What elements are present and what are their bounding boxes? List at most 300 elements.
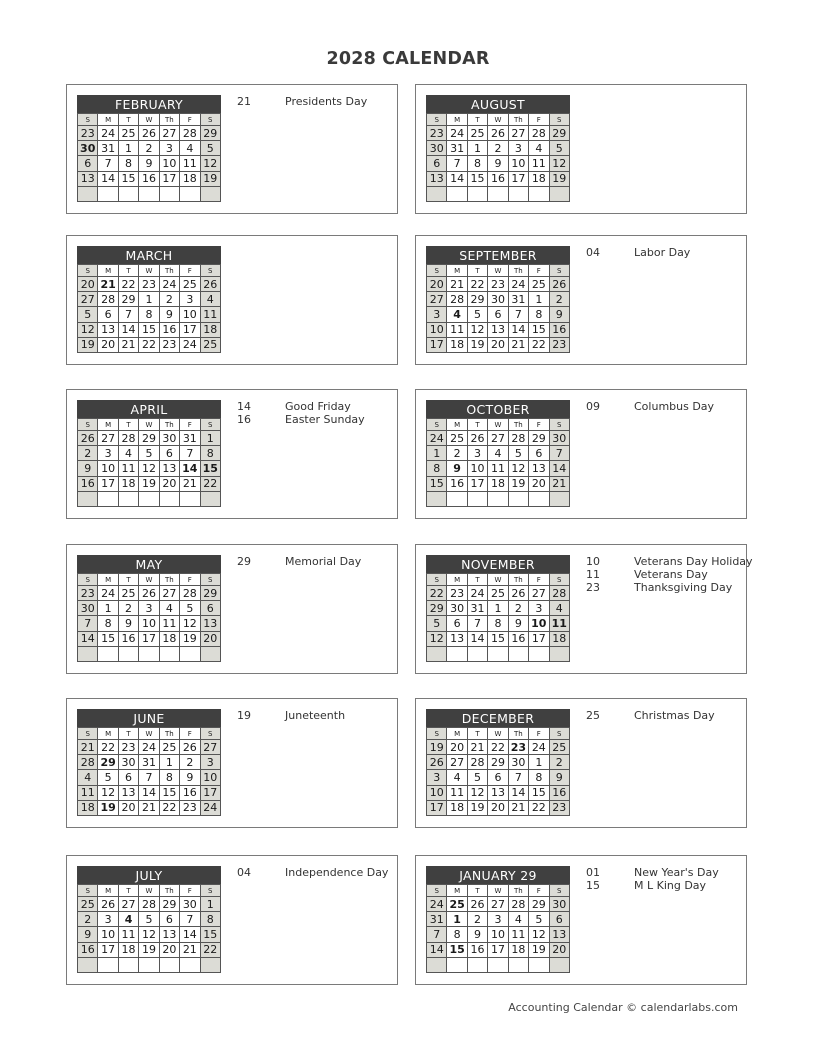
day-cell [529, 491, 549, 506]
day-cell [180, 957, 200, 972]
day-cell: 8 [139, 307, 159, 322]
weekday-label: M [447, 728, 467, 740]
month-name: APRIL [77, 400, 221, 418]
day-cell: 3 [427, 307, 447, 322]
day-cell [159, 491, 179, 506]
day-cell: 15 [139, 322, 159, 337]
day-cell: 25 [200, 337, 220, 352]
day-cell: 4 [118, 912, 138, 927]
day-cell: 20 [427, 277, 447, 292]
day-cell: 20 [488, 800, 508, 815]
day-cell: 12 [139, 927, 159, 942]
day-cell: 6 [118, 770, 138, 785]
day-cell: 8 [118, 156, 138, 171]
holiday-date: 25 [586, 709, 600, 722]
weekday-label: S [549, 419, 569, 431]
day-cell: 12 [98, 785, 118, 800]
day-cell: 16 [78, 476, 98, 491]
day-cell: 3 [467, 446, 487, 461]
day-cell: 14 [98, 171, 118, 186]
weekday-label: F [180, 885, 200, 897]
day-cell: 26 [467, 431, 487, 446]
holiday-name: M L King Day [634, 879, 707, 892]
day-cell: 27 [529, 586, 549, 601]
weekday-label: T [467, 885, 487, 897]
weekday-label: W [488, 574, 508, 586]
holiday-date: 23 [586, 581, 600, 594]
holiday-list [237, 95, 395, 108]
day-cell: 2 [508, 601, 528, 616]
month-panel [66, 698, 398, 828]
day-cell: 24 [427, 431, 447, 446]
day-cell: 3 [488, 912, 508, 927]
day-cell: 19 [529, 942, 549, 957]
day-cell [200, 957, 220, 972]
day-cell: 20 [159, 476, 179, 491]
day-cell: 2 [180, 755, 200, 770]
day-cell: 4 [508, 912, 528, 927]
day-cell: 23 [447, 586, 467, 601]
day-cell: 12 [467, 785, 487, 800]
weekday-label: S [200, 574, 220, 586]
day-cell: 17 [180, 322, 200, 337]
weekday-label: W [139, 885, 159, 897]
holiday-list [586, 246, 744, 259]
day-cell: 19 [508, 476, 528, 491]
day-cell: 28 [447, 292, 467, 307]
day-cell [180, 646, 200, 661]
weekday-label: S [78, 419, 98, 431]
mini-calendar [77, 555, 221, 662]
day-cell: 4 [159, 601, 179, 616]
day-cell [159, 186, 179, 201]
day-cell: 10 [139, 616, 159, 631]
day-cell: 20 [159, 942, 179, 957]
day-cell: 30 [159, 431, 179, 446]
weekday-label: F [529, 419, 549, 431]
day-cell [529, 957, 549, 972]
day-cell: 25 [180, 277, 200, 292]
day-cell: 4 [549, 601, 569, 616]
day-cell: 6 [159, 912, 179, 927]
day-cell: 23 [139, 277, 159, 292]
day-cell: 25 [529, 277, 549, 292]
weekday-label: S [427, 728, 447, 740]
day-cell [427, 186, 447, 201]
day-cell: 6 [98, 307, 118, 322]
day-cell: 19 [427, 740, 447, 755]
day-cell: 4 [488, 446, 508, 461]
day-cell [98, 186, 118, 201]
day-cell: 2 [78, 446, 98, 461]
weekday-label: F [180, 728, 200, 740]
day-grid [426, 884, 570, 973]
day-cell [139, 957, 159, 972]
day-cell: 24 [427, 897, 447, 912]
day-cell: 18 [118, 942, 138, 957]
day-grid [426, 264, 570, 353]
day-cell: 23 [427, 126, 447, 141]
holiday-list [586, 555, 753, 594]
day-cell: 15 [200, 461, 220, 476]
day-cell: 6 [549, 912, 569, 927]
day-cell: 17 [427, 337, 447, 352]
weekday-label: Th [508, 265, 528, 277]
day-cell: 20 [549, 942, 569, 957]
weekday-label: S [427, 114, 447, 126]
weekday-label: S [427, 419, 447, 431]
weekday-label: Th [159, 574, 179, 586]
day-cell: 20 [488, 337, 508, 352]
weekday-label: M [447, 419, 467, 431]
day-cell: 1 [200, 431, 220, 446]
day-cell: 11 [447, 785, 467, 800]
day-cell: 30 [549, 431, 569, 446]
day-cell: 14 [467, 631, 487, 646]
holiday-list [237, 400, 395, 426]
holiday-date: 19 [237, 709, 251, 722]
day-cell: 28 [529, 126, 549, 141]
day-cell: 14 [447, 171, 467, 186]
holiday-item [586, 709, 744, 722]
day-cell: 10 [467, 461, 487, 476]
day-cell: 26 [467, 897, 487, 912]
holiday-list [237, 555, 395, 568]
day-cell: 13 [118, 785, 138, 800]
weekday-label: Th [508, 885, 528, 897]
day-cell: 24 [529, 740, 549, 755]
weekday-label: M [98, 114, 118, 126]
day-cell: 7 [467, 616, 487, 631]
month-name: MAY [77, 555, 221, 573]
day-cell: 15 [529, 322, 549, 337]
day-cell: 12 [200, 156, 220, 171]
holiday-list [586, 866, 744, 892]
day-cell [488, 491, 508, 506]
day-cell: 26 [508, 586, 528, 601]
day-cell: 14 [78, 631, 98, 646]
day-cell: 9 [467, 927, 487, 942]
day-cell: 28 [508, 897, 528, 912]
day-cell: 9 [118, 616, 138, 631]
day-cell: 4 [447, 770, 467, 785]
day-cell: 16 [488, 171, 508, 186]
day-cell: 5 [98, 770, 118, 785]
day-cell: 28 [180, 126, 200, 141]
day-cell: 19 [467, 337, 487, 352]
weekday-label: F [529, 574, 549, 586]
day-cell: 9 [549, 770, 569, 785]
day-cell: 5 [467, 307, 487, 322]
day-cell: 30 [488, 292, 508, 307]
day-cell: 5 [180, 601, 200, 616]
day-cell: 4 [118, 446, 138, 461]
day-cell [139, 646, 159, 661]
day-cell: 18 [200, 322, 220, 337]
mini-calendar [77, 709, 221, 816]
day-cell: 25 [467, 126, 487, 141]
day-cell: 27 [427, 292, 447, 307]
mini-calendar [77, 866, 221, 973]
holiday-date: 15 [586, 879, 600, 892]
day-cell: 10 [159, 156, 179, 171]
day-cell: 14 [118, 322, 138, 337]
day-cell: 8 [427, 461, 447, 476]
mini-calendar [426, 709, 570, 816]
day-grid [77, 573, 221, 662]
day-cell: 28 [467, 755, 487, 770]
day-cell: 25 [447, 431, 467, 446]
day-cell: 23 [78, 586, 98, 601]
day-cell: 23 [549, 337, 569, 352]
day-cell [488, 186, 508, 201]
day-cell: 19 [200, 171, 220, 186]
holiday-item [237, 866, 395, 879]
weekday-label: F [180, 419, 200, 431]
weekday-label: S [200, 885, 220, 897]
day-cell: 29 [200, 586, 220, 601]
day-cell: 21 [447, 277, 467, 292]
month-panel [66, 855, 398, 985]
day-cell: 9 [139, 156, 159, 171]
day-cell: 22 [118, 277, 138, 292]
day-cell: 1 [529, 755, 549, 770]
day-cell: 24 [200, 800, 220, 815]
day-cell: 13 [159, 461, 179, 476]
weekday-label: W [139, 419, 159, 431]
holiday-name: Juneteenth [285, 709, 346, 722]
day-cell: 21 [180, 476, 200, 491]
month-panel [415, 855, 747, 985]
day-cell [488, 957, 508, 972]
month-panel [66, 235, 398, 365]
day-cell: 30 [78, 601, 98, 616]
day-cell: 10 [427, 785, 447, 800]
day-cell: 1 [529, 292, 549, 307]
day-cell: 28 [98, 292, 118, 307]
day-cell: 7 [549, 446, 569, 461]
day-cell: 7 [139, 770, 159, 785]
day-cell: 18 [118, 476, 138, 491]
day-cell: 13 [427, 171, 447, 186]
day-cell: 1 [98, 601, 118, 616]
weekday-label: Th [508, 728, 528, 740]
day-grid [426, 573, 570, 662]
month-name: JUNE [77, 709, 221, 727]
day-cell: 6 [529, 446, 549, 461]
weekday-label: T [467, 574, 487, 586]
day-cell: 21 [180, 942, 200, 957]
weekday-label: Th [159, 114, 179, 126]
day-cell: 29 [139, 431, 159, 446]
month-panel [66, 389, 398, 519]
weekday-label: S [549, 728, 569, 740]
day-cell: 31 [447, 141, 467, 156]
day-cell: 27 [488, 431, 508, 446]
weekday-label: T [467, 114, 487, 126]
day-grid [77, 884, 221, 973]
day-cell: 17 [159, 171, 179, 186]
weekday-label: T [118, 265, 138, 277]
day-cell: 20 [447, 740, 467, 755]
day-cell: 24 [98, 126, 118, 141]
day-cell: 25 [447, 897, 467, 912]
day-cell: 7 [508, 770, 528, 785]
month-panel [415, 389, 747, 519]
month-name: JANUARY 29 [426, 866, 570, 884]
day-cell: 2 [467, 912, 487, 927]
day-cell: 29 [467, 292, 487, 307]
holiday-list [586, 709, 744, 722]
day-cell: 8 [447, 927, 467, 942]
day-cell: 10 [508, 156, 528, 171]
weekday-label: W [139, 574, 159, 586]
day-cell [118, 491, 138, 506]
day-cell [549, 957, 569, 972]
day-cell: 5 [467, 770, 487, 785]
holiday-item [237, 555, 395, 568]
day-grid [426, 113, 570, 202]
day-cell: 7 [180, 446, 200, 461]
holiday-item [237, 95, 395, 108]
holiday-date: 04 [237, 866, 251, 879]
weekday-label: S [200, 265, 220, 277]
day-cell: 11 [529, 156, 549, 171]
month-panel [66, 84, 398, 214]
day-cell: 9 [508, 616, 528, 631]
day-cell [508, 491, 528, 506]
day-cell [200, 186, 220, 201]
day-cell: 31 [467, 601, 487, 616]
mini-calendar [426, 555, 570, 662]
day-cell: 16 [139, 171, 159, 186]
mini-calendar [77, 95, 221, 202]
day-cell: 26 [200, 277, 220, 292]
day-cell: 17 [467, 476, 487, 491]
day-cell: 27 [159, 126, 179, 141]
day-cell: 7 [98, 156, 118, 171]
day-cell [508, 957, 528, 972]
day-cell: 18 [447, 337, 467, 352]
weekday-label: M [98, 419, 118, 431]
day-cell: 12 [467, 322, 487, 337]
day-cell: 29 [159, 897, 179, 912]
mini-calendar [77, 400, 221, 507]
day-cell: 12 [78, 322, 98, 337]
day-cell [427, 957, 447, 972]
day-cell [447, 646, 467, 661]
weekday-label: W [139, 265, 159, 277]
day-cell: 1 [488, 601, 508, 616]
day-cell: 19 [139, 476, 159, 491]
month-panel [415, 235, 747, 365]
day-cell: 15 [98, 631, 118, 646]
day-grid [77, 727, 221, 816]
day-cell: 25 [118, 126, 138, 141]
weekday-label: S [427, 574, 447, 586]
day-cell: 30 [447, 601, 467, 616]
holiday-date: 16 [237, 413, 251, 426]
day-cell: 9 [78, 927, 98, 942]
day-cell: 30 [118, 755, 138, 770]
day-cell: 12 [180, 616, 200, 631]
day-cell: 21 [118, 337, 138, 352]
day-cell: 18 [549, 631, 569, 646]
day-cell: 28 [118, 431, 138, 446]
holiday-name: Christmas Day [634, 709, 715, 722]
holiday-name: Easter Sunday [285, 413, 365, 426]
weekday-label: Th [508, 114, 528, 126]
day-cell: 14 [549, 461, 569, 476]
day-cell: 18 [508, 942, 528, 957]
day-cell: 14 [427, 942, 447, 957]
day-cell: 23 [488, 277, 508, 292]
day-cell: 13 [488, 322, 508, 337]
day-grid [426, 727, 570, 816]
day-cell: 15 [200, 927, 220, 942]
day-cell: 26 [78, 431, 98, 446]
day-cell: 29 [427, 601, 447, 616]
day-cell: 10 [200, 770, 220, 785]
day-cell: 5 [139, 446, 159, 461]
weekday-label: M [447, 885, 467, 897]
day-cell: 5 [200, 141, 220, 156]
month-name: AUGUST [426, 95, 570, 113]
day-cell: 29 [488, 755, 508, 770]
day-cell: 27 [200, 740, 220, 755]
day-cell: 27 [488, 897, 508, 912]
day-cell [78, 186, 98, 201]
day-cell [488, 646, 508, 661]
day-cell: 26 [549, 277, 569, 292]
day-cell: 13 [447, 631, 467, 646]
day-cell: 22 [200, 942, 220, 957]
day-cell: 31 [180, 431, 200, 446]
day-cell: 26 [180, 740, 200, 755]
day-cell: 24 [467, 586, 487, 601]
day-cell: 15 [529, 785, 549, 800]
day-cell: 11 [447, 322, 467, 337]
weekday-label: T [118, 419, 138, 431]
day-cell: 25 [549, 740, 569, 755]
day-cell [180, 186, 200, 201]
mini-calendar [426, 400, 570, 507]
mini-calendar [426, 866, 570, 973]
day-cell: 15 [427, 476, 447, 491]
day-cell [447, 491, 467, 506]
weekday-label: Th [508, 574, 528, 586]
day-grid [426, 418, 570, 507]
holiday-item [586, 400, 744, 413]
holiday-name: Veterans Day [634, 568, 708, 581]
weekday-label: S [78, 728, 98, 740]
day-cell: 5 [549, 141, 569, 156]
weekday-label: W [488, 114, 508, 126]
weekday-label: S [200, 114, 220, 126]
day-cell [508, 186, 528, 201]
page-title: 2028 CALENDAR [326, 49, 490, 69]
day-cell: 11 [159, 616, 179, 631]
day-cell: 18 [447, 800, 467, 815]
day-cell: 18 [529, 171, 549, 186]
day-cell: 15 [118, 171, 138, 186]
day-cell: 1 [467, 141, 487, 156]
month-name: JULY [77, 866, 221, 884]
day-cell: 11 [200, 307, 220, 322]
day-cell: 24 [447, 126, 467, 141]
day-cell: 22 [467, 277, 487, 292]
day-cell: 23 [118, 740, 138, 755]
